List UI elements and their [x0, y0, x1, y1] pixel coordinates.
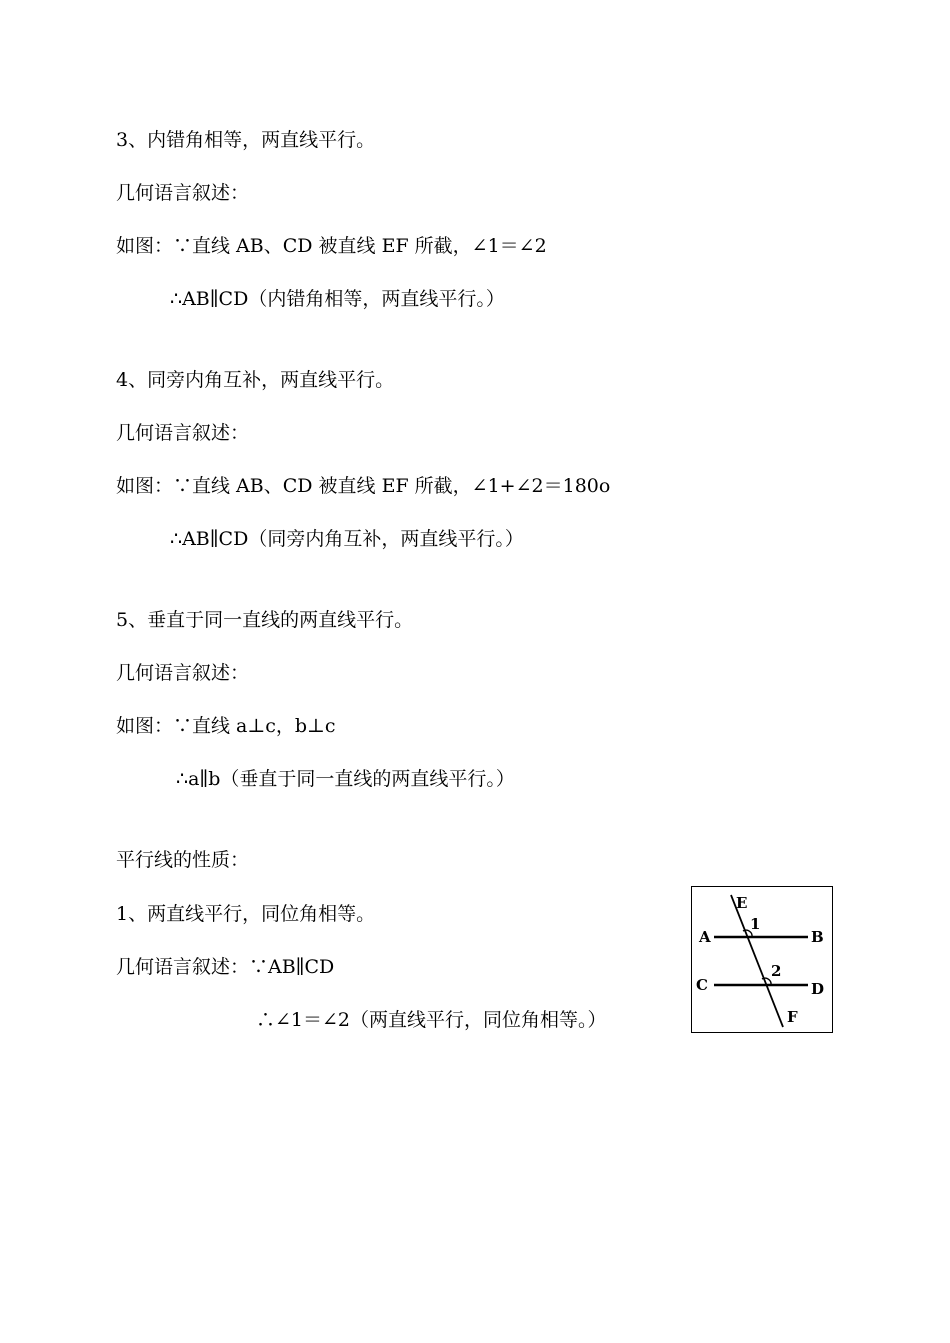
label-c: C [696, 976, 708, 994]
label-b: B [811, 928, 824, 946]
label-e: E [736, 894, 748, 912]
parallel-lines-figure [691, 886, 833, 1033]
text-line: 5、垂直于同一直线的两直线平行。 [116, 609, 414, 631]
label-angle-1: 1 [750, 915, 761, 933]
label-d: D [811, 980, 825, 998]
text-line: 3、内错角相等，两直线平行。 [116, 129, 376, 151]
label-angle-2: 2 [771, 962, 782, 980]
text-line: 几何语言叙述：∵AB∥CD [116, 956, 335, 978]
text-line: 如图：∵直线 AB、CD 被直线 EF 所截，∠1+∠2＝180o [116, 475, 611, 497]
text-line: 如图：∵直线 AB、CD 被直线 EF 所截，∠1＝∠2 [116, 235, 547, 257]
text-line: 几何语言叙述： [116, 182, 250, 204]
text-line: 几何语言叙述： [116, 662, 250, 684]
section-heading: 平行线的性质： [116, 849, 250, 871]
label-a: A [699, 928, 711, 946]
text-line: ∴∠1＝∠2（两直线平行，同位角相等。） [256, 1009, 607, 1031]
text-line: ∴a∥b（垂直于同一直线的两直线平行。） [176, 768, 515, 790]
text-line: ∴AB∥CD（内错角相等，两直线平行。） [170, 288, 505, 310]
text-line: 1、两直线平行，同位角相等。 [116, 903, 376, 925]
label-f: F [787, 1008, 798, 1026]
text-line: 如图：∵直线 a⊥c，b⊥c [116, 715, 336, 737]
figure-drawing [692, 887, 834, 1034]
text-line: 几何语言叙述： [116, 422, 250, 444]
text-line: ∴AB∥CD（同旁内角互补，两直线平行。） [170, 528, 524, 550]
text-line: 4、同旁内角互补，两直线平行。 [116, 369, 395, 391]
